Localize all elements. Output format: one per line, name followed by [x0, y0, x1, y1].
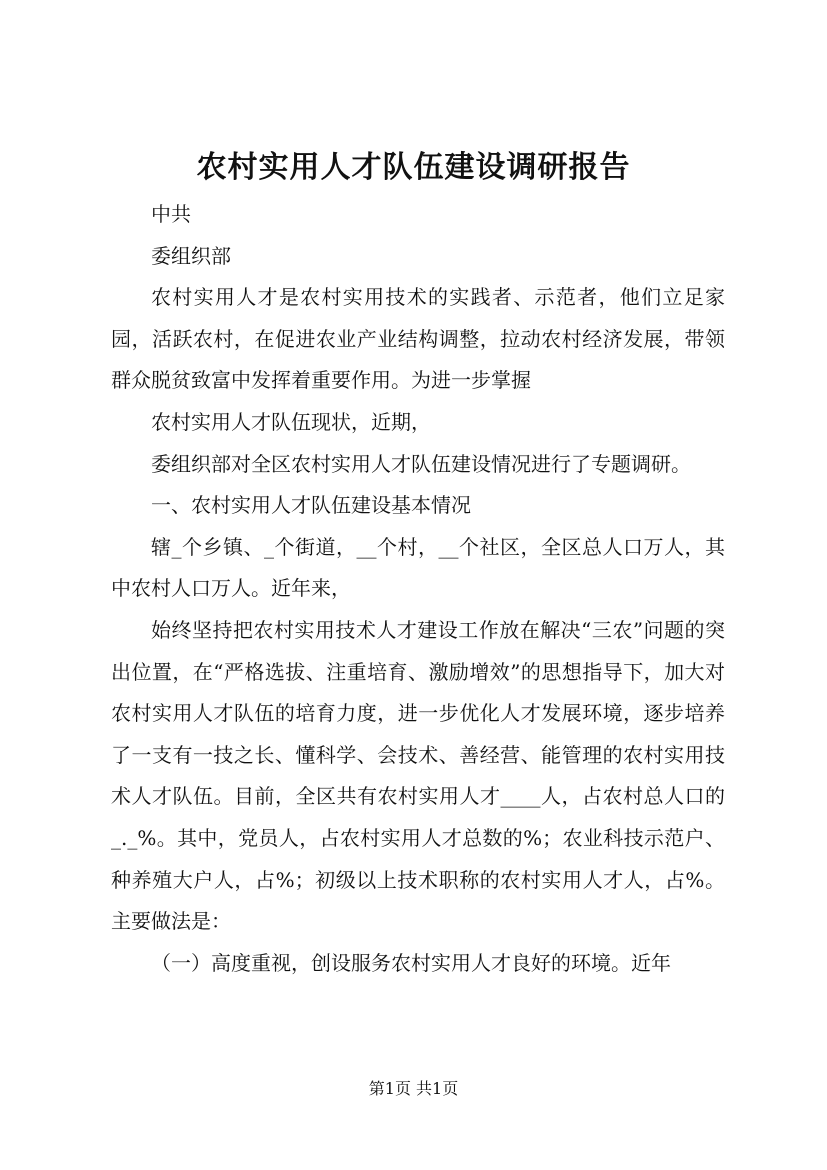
document-title: 农村实用人才队伍建设调研报告: [196, 150, 631, 185]
paragraph-research: 委组织部对全区农村实用人才队伍建设情况进行了专题调研。: [151, 451, 691, 476]
page-footer: 第1页 共1页: [368, 1079, 459, 1098]
section-heading-1: 一、农村实用人才队伍建设基本情况: [151, 493, 471, 518]
document-body: [111, 194, 725, 984]
paragraph-overview: 始终坚持把农村实用技术人才建设工作放在解决“三农”问题的突出位置，在“严格选拔、注重培育、激励增效”的思想指导下，加大对农村实用人才队伍的培育力度，进一步优化人才发展环境，逐步培养了一支有一技之长、懂科学、会技术、善经营、能管理的农村实用技术人才队伍。目前，全区共有农村实用人才____人，占农村总人口的_._%。其中，党员人，占农村实用人才总数的%；农业科技示范户、种养殖大户人，占%；初级以上技术职称的农村实用人才人，占%。主要做法是：: [111, 617, 725, 934]
paragraph-status: 农村实用人才队伍现状，近期，: [151, 409, 431, 434]
paragraph-org-1: 中共: [151, 202, 191, 226]
paragraph-subsection-1: （一）高度重视，创设服务农村实用人才良好的环境。近年: [151, 950, 671, 975]
paragraph-intro: 农村实用人才是农村实用技术的实践者、示范者，他们立足家园，活跃农村，在促进农业产业结构调整，拉动农村经济发展，带领群众脱贫致富中发挥着重要作用。为进一步掌握: [111, 285, 725, 393]
paragraph-org-2: 委组织部: [151, 243, 231, 268]
paragraph-population: 辖_个乡镇、_个街道，__个村，__个社区，全区总人口万人，其中农村人口万人。近年来，: [111, 534, 725, 601]
